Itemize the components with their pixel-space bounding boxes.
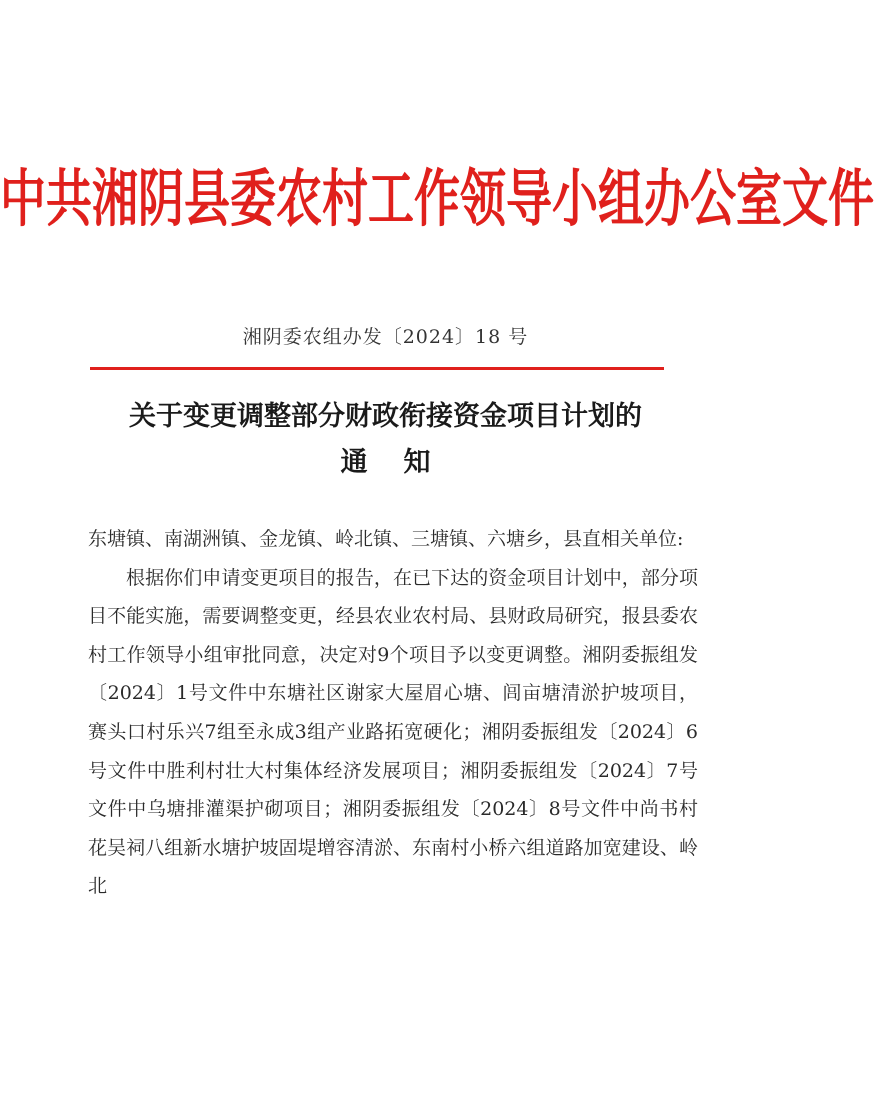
notice-title-line1: 关于变更调整部分财政衔接资金项目计划的 <box>129 401 642 432</box>
recipients-line: 东塘镇、南湖洲镇、金龙镇、岭北镇、三塘镇、六塘乡，县直相关单位: <box>88 528 684 550</box>
notice-title-line2: 通知 <box>340 447 467 478</box>
masthead-title: 中共湘阴县委农村工作领导小组办公室文件 <box>0 162 874 236</box>
document-body <box>88 520 698 906</box>
document-number: 湘阴委农组办发〔2024〕18 号 <box>242 326 529 348</box>
body-paragraph: 根据你们申请变更项目的报告，在已下达的资金项目计划中，部分项目不能实施，需要调整变更，经县农业农村局、县财政局研究，报县委农村工作领导小组审批同意，决定对9个项目予以变更调整。湘阴委振组发〔2024〕1号文件中东塘社区谢家大屋眉心塘、闾亩塘清淤护坡项目，赛头口村乐兴7组至永成3组产业路拓宽硬化；湘阴委振组发〔2024〕6号文件中胜利村壮大村集体经济发展项目；湘阴委振组发〔2024〕7号文件中乌塘排灌渠护砌项目；湘阴委振组发〔2024〕8号文件中尚书村花吴祠八组新水塘护坡固堤增容清淤、东南村小桥六组道路加宽建设、岭北 <box>88 566 698 898</box>
notice-title <box>0 394 771 486</box>
red-divider <box>90 367 664 370</box>
